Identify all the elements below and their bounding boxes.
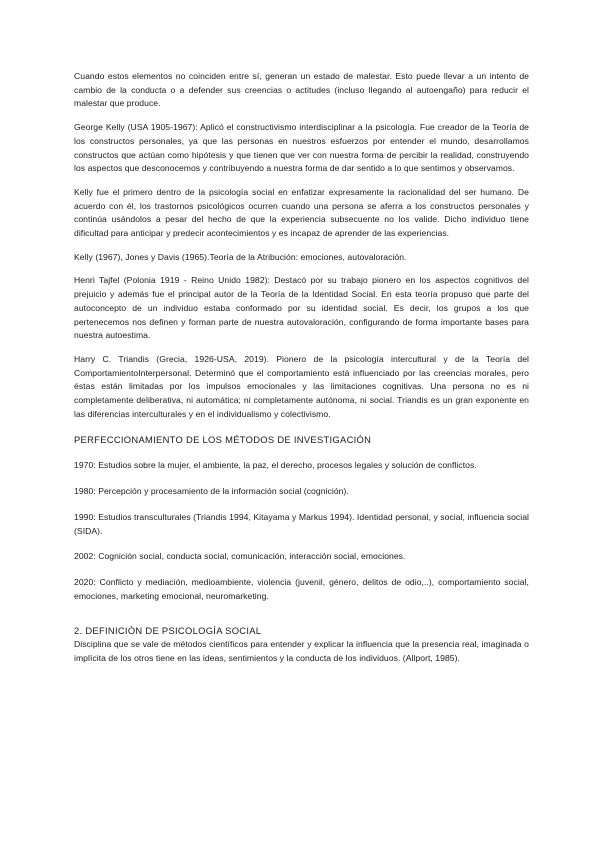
paragraph-kelly-rationality: Kelly fue el primero dentro de la psicología social en enfatizar expresamente la racionalidad del ser humano. De acuerdo con él, los trastornos psicológicos ocurren cuando una persona se aferra a los constructos personales y continúa usándolos a pesar del hecho de que la experiencia subsecuente no los valide. Dicho individuo tiene dificultad para anticipar y predecir acontecimientos y es incapaz de aprender de las experiencias. [74,186,529,239]
methods-entry-1990: 1990: Estudios transculturales (Triandis 1994, Kitayama y Markus 1994). Identidad personal, y social, influencia social (SIDA). [74,511,529,536]
definition-text: Disciplina que se vale de métodos científicos para entender y explicar la influencia que la presencia real, imaginada o implícita de los otros tiene en las ideas, sentimientos y la conducta de los individuos. (Allport, 1985). [74,639,529,664]
paragraph-harry-triandis: Harry C. Triandis (Grecia, 1926-USA, 2019). Pionero de la psicología intercultural y de la Teoría del ComportamientoInterpersonal. Determinó que el comportamiento está influenciado por las creencias morales, pero éstas están limitadas por los impulsos emocionales y las limitaciones cognitivas. Una persona no es ni completamente deliberativa, ni automática; ni completamente autónoma, ni social. Triandis es un gran exponente en las diferencias interculturales y en el individualismo y colectivismo. [74,353,529,419]
methods-entry-1970: 1970: Estudios sobre la mujer, el ambiente, la paz, el derecho, procesos legales y solución de conflictos. [74,460,477,471]
paragraph-henri-tajfel: Henri Tajfel (Polonia 1919 - Reino Unido 1982): Destacó por su trabajo pionero en los aspectos cognitivos del prejuicio y además fue el principal autor de la Teoría de la Identidad Social. En esta teoría propuso que parte del autoconcepto de un individuo estaba conformado por su identidad social. Es decir, los grupos a los que pertenecemos nos definen y forman parte de nuestra autovaloración, configurando de forma importante bases para nuestra autoestima. [74,275,529,341]
paragraph-attribution-theory: Kelly (1967), Jones y Davis (1965).Teoría de la Atribución: emociones, autovaloración. [74,251,407,262]
paragraph-george-kelly: George Kelly (USA 1905-1967): Aplicó el constructivismo interdisciplinar a la psicología. Fue creador de la Teoría de los constructos personales, ya que las personas en nuestros esfuerzos por entender el mundo, desarrollamos constructos que actúan como hipótesis y que tienen que ver con nuestra forma de percibir la realidad, construyendo los aspectos que desconocemos y contribuyendo a nuestra forma de dar sentido a lo que sentimos y observamos. [74,122,529,174]
methods-entry-1980: 1980: Percepción y procesamiento de la información social (cognición). [74,486,349,497]
document-page [74,70,529,666]
paragraph-cognitive-dissonance: Cuando estos elementos no coinciden entre sí, generan un estado de malestar. Esto puede llevar a un intento de cambio de la conducta o a defender sus creencias o actitudes (incluso llegando al autoengaño) para reducir el malestar que produce. [74,71,529,109]
methods-entry-2020: 2020: Conflicto y mediación, medioambiente, violencia (juvenil, género, delitos de odio,..), comportamiento social, emociones, marketing emocional, neuromarketing. [74,576,529,601]
methods-entry-2002: 2002: Cognición social, conducta social, comunicación, interacción social, emociones. [74,551,406,562]
definition-heading: 2. DEFINICIÓN DE PSICOLOGÍA SOCIAL [74,625,262,637]
methods-heading: PERFECCIONAMIENTO DE LOS MÉTODOS DE INVESTIGACIÓN [74,434,372,446]
